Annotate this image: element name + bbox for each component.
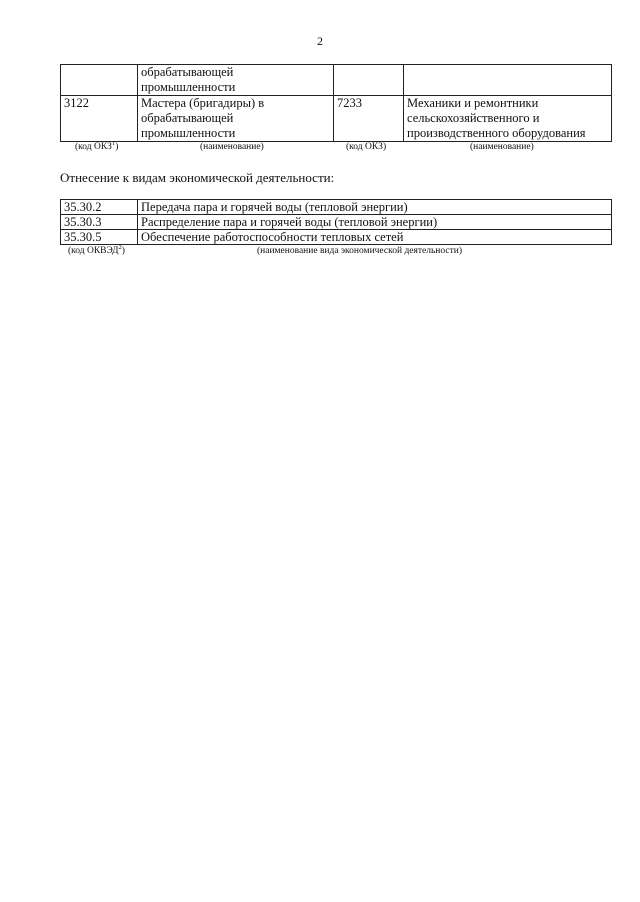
table-row bbox=[61, 215, 612, 230]
okz-name2-line: Механики и ремонтники bbox=[407, 96, 539, 110]
okz-name2-cell bbox=[404, 65, 612, 96]
table-row bbox=[61, 65, 612, 96]
okz-name2-line: сельскохозяйственного и bbox=[407, 111, 540, 125]
page-number: 2 bbox=[317, 34, 323, 48]
okz-code-cell: 3122 bbox=[61, 96, 138, 142]
okved-name-cell: Распределение пара и горячей воды (тепловой энергии) bbox=[138, 215, 612, 230]
okz-name-cell bbox=[138, 96, 334, 142]
okz-name-line: Мастера (бригадиры) в bbox=[141, 96, 265, 110]
okved-code-cell: 35.30.3 bbox=[61, 215, 138, 230]
okz-code2-caption: (код ОКЗ) bbox=[346, 142, 387, 152]
okved-code-cell: 35.30.5 bbox=[61, 230, 138, 245]
okz-name-cell bbox=[138, 65, 334, 96]
okz-name2-line: производственного оборудования bbox=[407, 126, 586, 140]
okz-name2-cell bbox=[404, 96, 612, 142]
caption-text: ) bbox=[121, 246, 125, 256]
okz-name-line: промышленности bbox=[141, 80, 236, 94]
okz-code-caption bbox=[75, 139, 119, 152]
okz-name-line: обрабатывающей bbox=[141, 111, 234, 125]
okz-name2-caption: (наименование) bbox=[470, 142, 534, 152]
okz-name-caption: (наименование) bbox=[200, 142, 264, 152]
footnote-mark: 2 bbox=[118, 243, 122, 251]
table-row bbox=[61, 96, 612, 142]
section-title: Отнесение к видам экономической деятельности: bbox=[60, 170, 335, 185]
caption-text: ) bbox=[115, 142, 119, 152]
table-row bbox=[61, 230, 612, 245]
footnote-mark: 1 bbox=[111, 139, 116, 147]
okved-table bbox=[60, 199, 612, 245]
okved-name-caption: (наименование вида экономической деятельности) bbox=[257, 246, 462, 256]
table-row bbox=[61, 200, 612, 215]
okz-code-cell bbox=[61, 65, 138, 96]
okved-name-cell: Обеспечение работоспособности тепловых сетей bbox=[138, 230, 612, 245]
okz-table bbox=[60, 64, 612, 142]
okved-name-cell: Передача пара и горячей воды (тепловой энергии) bbox=[138, 200, 612, 215]
okved-code-cell: 35.30.2 bbox=[61, 200, 138, 215]
okz-code2-cell: 7233 bbox=[334, 96, 404, 142]
caption-text: (код ОКЗ bbox=[75, 142, 112, 152]
okz-name-line: промышленности bbox=[141, 126, 236, 140]
caption-text: (код ОКВЭД bbox=[68, 246, 119, 256]
okz-name-line: обрабатывающей bbox=[141, 65, 234, 79]
okved-code-caption bbox=[68, 243, 125, 256]
okz-code2-cell bbox=[334, 65, 404, 96]
